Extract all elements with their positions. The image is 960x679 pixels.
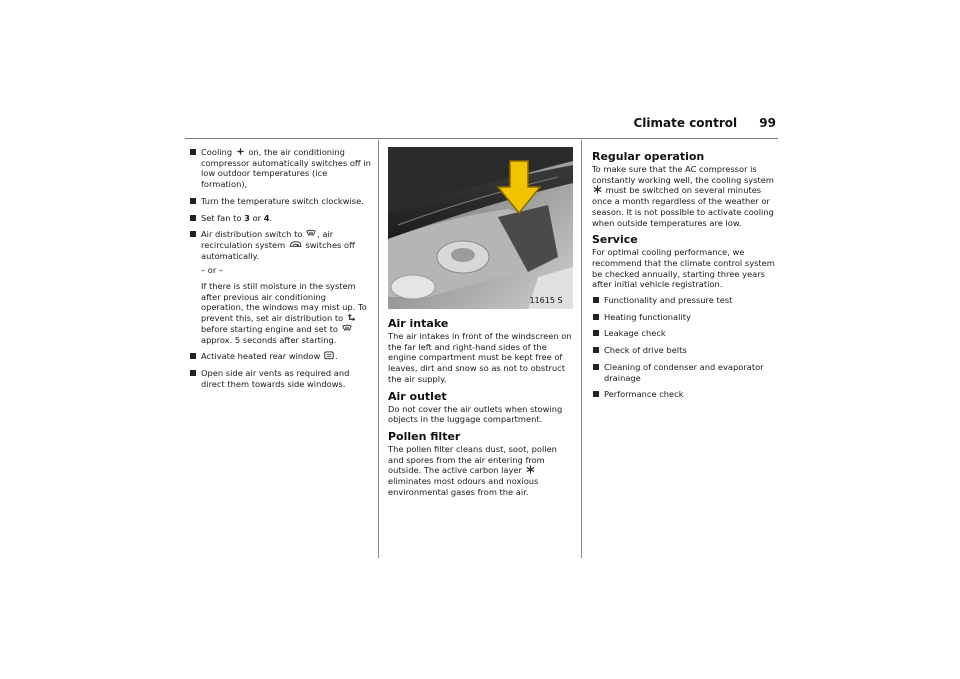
instruction-side-vents: Open side air vents as required and direct them towards side windows. — [189, 368, 371, 389]
fan-icon — [236, 147, 245, 156]
text-pollen-filter: The pollen filter cleans dust, soot, pollen and spores from the air entering from outside. The active carbon layer eliminates most odours and noxious environmental gases from the air. — [388, 443, 557, 497]
page-number: 99 — [759, 116, 776, 130]
windscreen-air-icon — [342, 324, 352, 333]
heading-pollen-filter: Pollen filter — [388, 429, 461, 443]
instruction-air-distribution: Air distribution switch to , air recirculation system switches off automatically. — [189, 229, 371, 261]
heated-rear-window-icon — [324, 351, 334, 360]
text-air-outlet: Do not cover the air outlets when stowing objects in the luggage compartment. — [388, 403, 563, 425]
windscreen-air-icon — [306, 229, 316, 238]
heading-service: Service — [592, 233, 638, 247]
footwell-air-icon — [347, 313, 356, 322]
instruction-cooling: Cooling on, the air conditioning compressor automatically switches off in low outdoor temperatures (ice formation), — [189, 147, 371, 190]
snowflake-icon — [526, 465, 535, 474]
list-item: Performance check — [592, 389, 778, 400]
list-item: Functionality and pressure test — [592, 295, 778, 306]
photo-code: 11615 S — [529, 296, 563, 305]
moisture-note: If there is still moisture in the system after previous air conditioning operation, the windows may mist up. To prevent this, set air distribution to before starting engine and set to approx. 5 seconds after starting. — [201, 281, 367, 345]
column-3 — [592, 147, 778, 406]
recirculation-icon — [289, 240, 302, 249]
section-title: Climate control — [633, 116, 738, 130]
heading-regular-operation: Regular operation — [592, 150, 705, 163]
page-header — [185, 116, 778, 139]
or-separator: – or – — [201, 265, 224, 276]
text-regular-operation: To make sure that the AC compressor is constantly working well, the cooling system must be switched on several minutes once a month regardless of the weather or season. It is not possible to activate cooling when outside temperatures are low. — [592, 164, 774, 228]
list-item: Leakage check — [592, 328, 778, 339]
list-item: Check of drive belts — [592, 345, 778, 356]
text-air-intake: The air intakes in front of the windscreen on the far left and right-hand sides of the engine compartment must be kept free of leaves, dirt and snow so as not to obstruct the air supply. — [388, 331, 572, 384]
instruction-rear-window: Activate heated rear window . — [189, 351, 371, 362]
snowflake-icon — [593, 185, 602, 194]
column-divider-1 — [378, 140, 379, 558]
engine-compartment-photo — [388, 147, 573, 309]
text-service: For optimal cooling performance, we recommend that the climate control system be checked annually, starting three years after initial vehicle registration. — [592, 247, 775, 290]
instruction-temperature: Turn the temperature switch clockwise. — [189, 196, 371, 207]
column-2 — [388, 147, 573, 501]
column-divider-2 — [581, 140, 582, 558]
column-1 — [189, 147, 371, 395]
heading-air-intake: Air intake — [388, 317, 449, 330]
list-item: Heating functionality — [592, 312, 778, 323]
heading-air-outlet: Air outlet — [388, 389, 447, 403]
instruction-fan: Set fan to 3 or 4. — [189, 213, 371, 224]
list-item: Cleaning of condenser and evaporator drainage — [592, 362, 778, 383]
